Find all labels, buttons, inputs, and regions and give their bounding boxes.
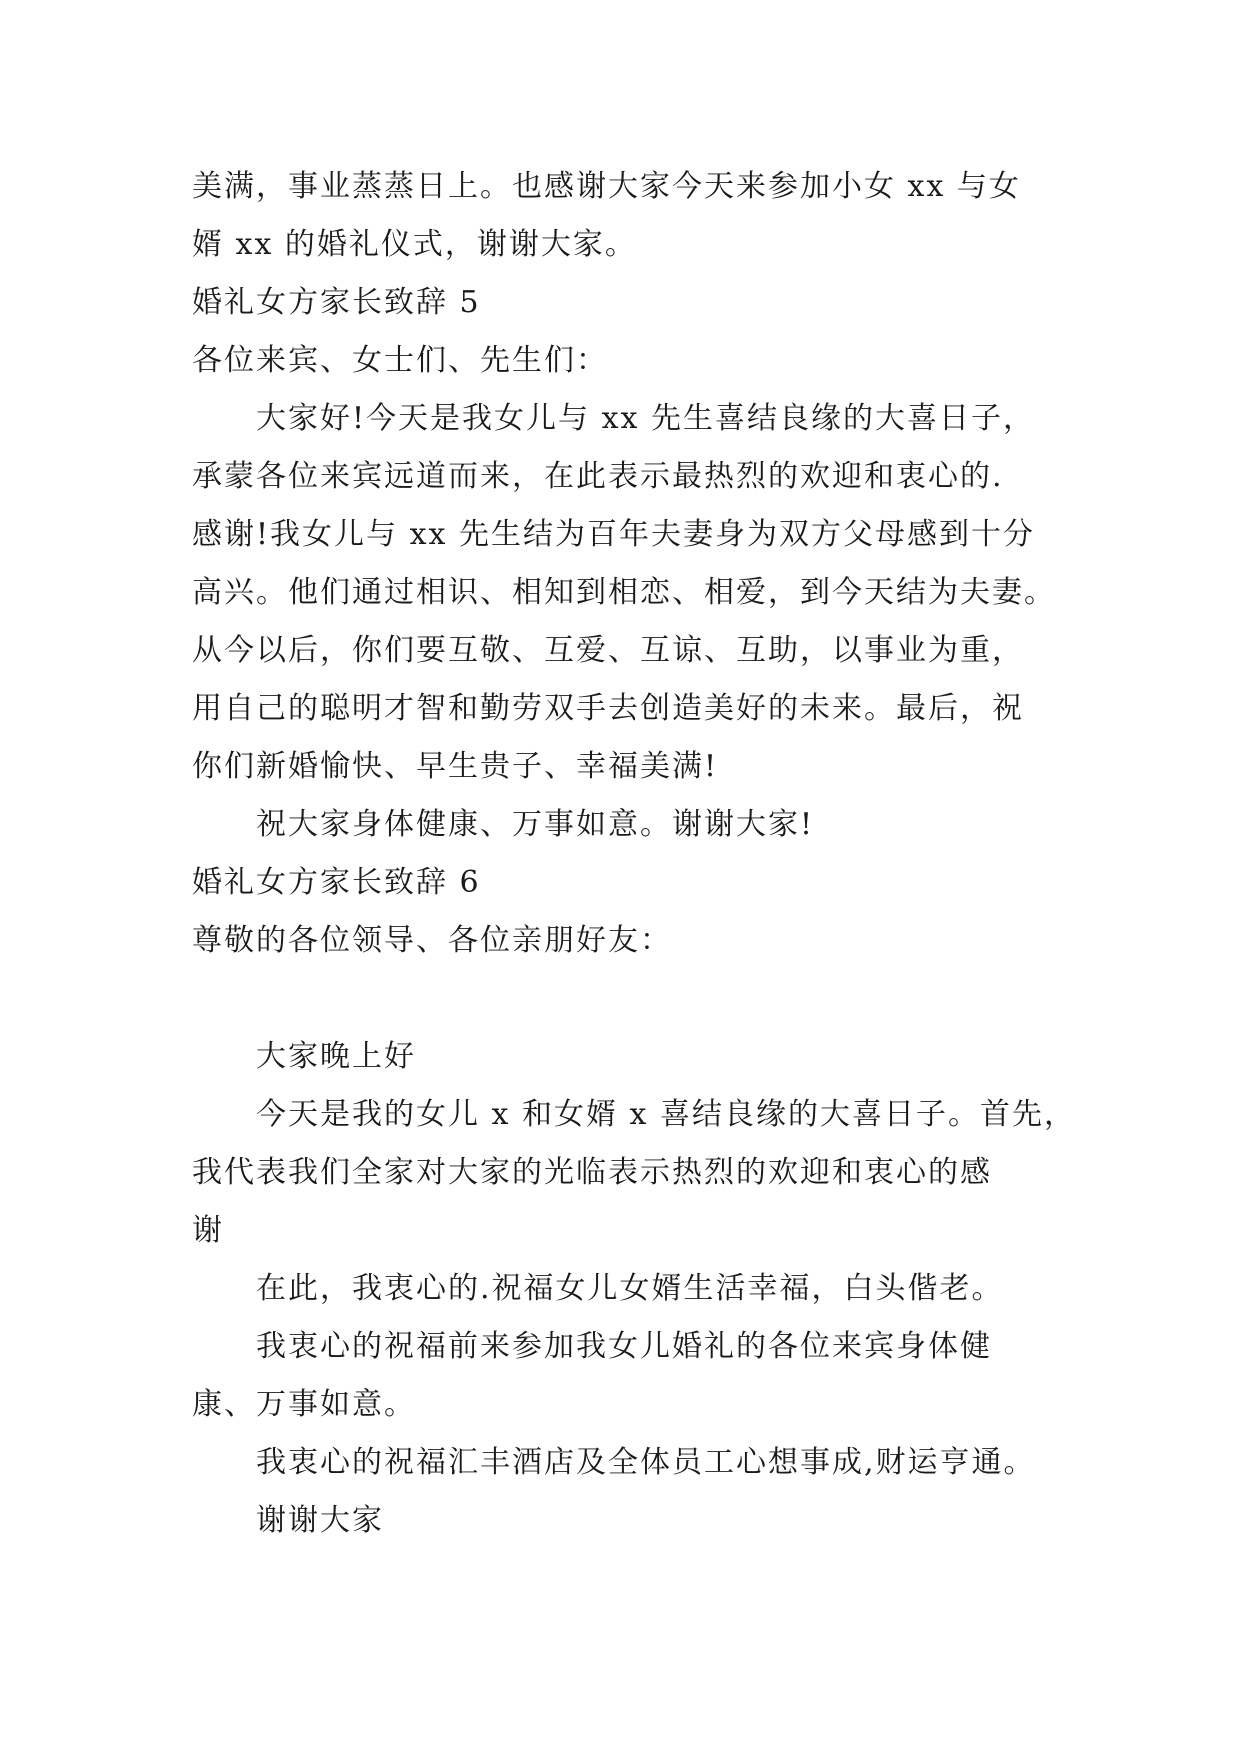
- speech-5-paragraph-line: 高兴。他们通过相识、相知到相恋、相爱，到今天结为夫妻。: [192, 575, 1056, 610]
- speech-5-paragraph-line: 承蒙各位来宾远道而来，在此表示最热烈的欢迎和衷心的.: [192, 459, 1004, 494]
- speech-6-closing: 谢谢大家: [256, 1503, 384, 1538]
- speech-5-paragraph-line: 大家好!今天是我女儿与 xx 先生喜结良缘的大喜日子，: [256, 401, 1035, 436]
- speech-5-paragraph-line: 你们新婚愉快、早生贵子、幸福美满!: [192, 749, 719, 784]
- speech-6-paragraph-line: 我衷心的祝福汇丰酒店及全体员工心想事成,财运亨通。: [256, 1445, 1036, 1480]
- speech-5-paragraph-line: 从今以后，你们要互敬、互爱、互谅、互助，以事业为重，: [192, 633, 1024, 668]
- speech-6-greeting: 大家晚上好: [256, 1039, 416, 1074]
- section-title-speech-5: 婚礼女方家长致辞 5: [192, 285, 481, 320]
- speech-5-salutation: 各位来宾、女士们、先生们：: [192, 343, 608, 378]
- speech-4-closing-line: 美满，事业蒸蒸日上。也感谢大家今天来参加小女 xx 与女: [192, 169, 1021, 204]
- speech-5-paragraph-line: 用自己的聪明才智和勤劳双手去创造美好的未来。最后，祝: [192, 691, 1024, 726]
- speech-6-salutation: 尊敬的各位领导、各位亲朋好友：: [192, 923, 672, 958]
- speech-6-paragraph-line: 在此，我衷心的.祝福女儿女婿生活幸福，白头偕老。: [256, 1271, 1004, 1306]
- speech-4-closing-line: 婿 xx 的婚礼仪式，谢谢大家。: [192, 227, 637, 262]
- speech-6-paragraph-line: 我衷心的祝福前来参加我女儿婚礼的各位来宾身体健: [256, 1329, 992, 1364]
- speech-5-closing: 祝大家身体健康、万事如意。谢谢大家!: [256, 807, 815, 842]
- speech-6-paragraph-line: 谢: [192, 1213, 224, 1248]
- speech-6-paragraph-line: 今天是我的女儿 x 和女婿 x 喜结良缘的大喜日子。首先，: [256, 1097, 1076, 1132]
- speech-5-paragraph-line: 感谢!我女儿与 xx 先生结为百年夫妻身为双方父母感到十分: [192, 517, 1035, 552]
- section-title-speech-6: 婚礼女方家长致辞 6: [192, 865, 481, 900]
- speech-6-paragraph-line: 康、万事如意。: [192, 1387, 416, 1422]
- speech-6-paragraph-line: 我代表我们全家对大家的光临表示热烈的欢迎和衷心的感: [192, 1155, 992, 1190]
